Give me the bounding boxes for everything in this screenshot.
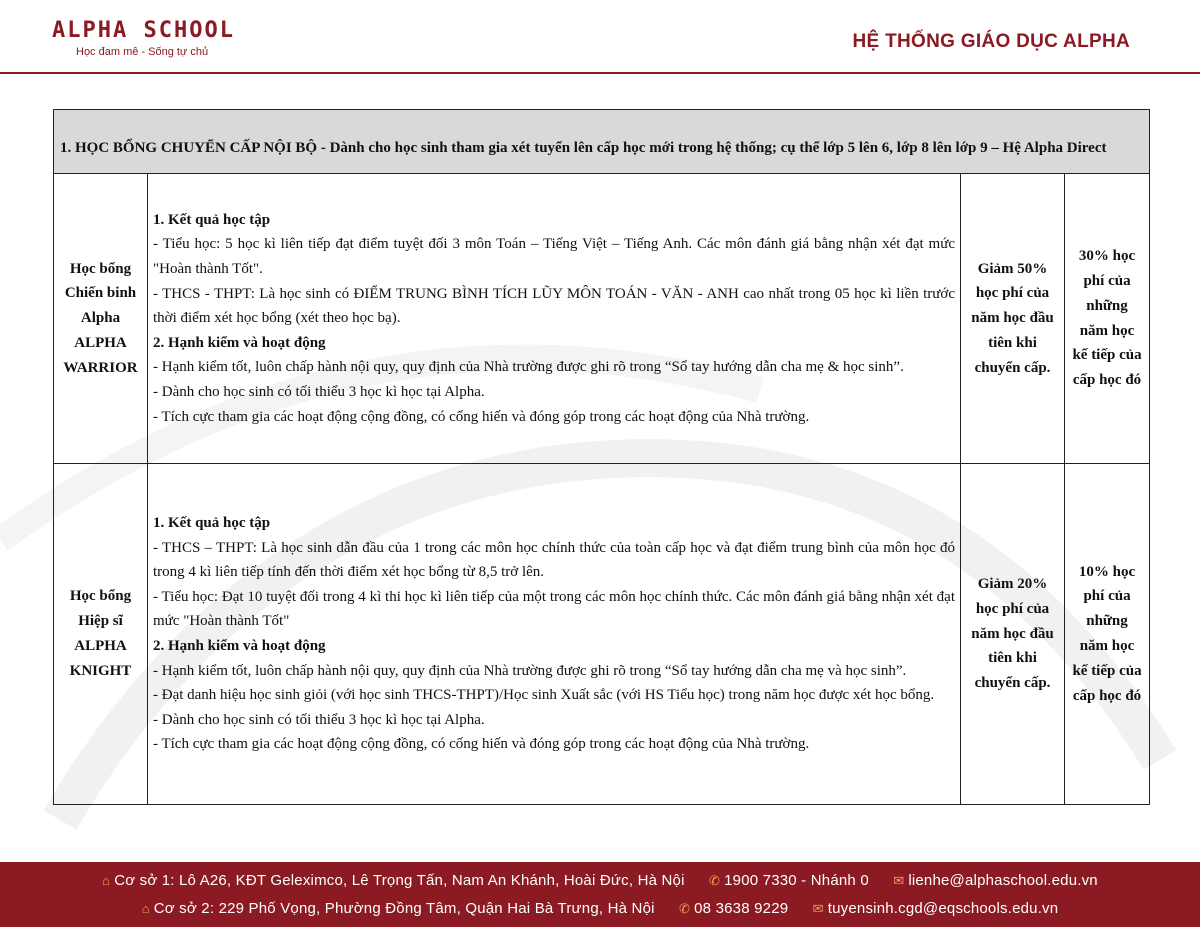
scholarship-name: Học bổng Chiến binh Alpha ALPHA WARRIOR bbox=[54, 174, 148, 464]
criteria-item: - Tích cực tham gia các hoạt động cộng đồng, có cống hiến và đóng góp trong các hoạt động của Nhà trường. bbox=[153, 408, 810, 425]
brand-name: ALPHA SCHOOL bbox=[52, 18, 235, 43]
email-1-link[interactable]: ✉ lienhe@alphaschool.edu.vn bbox=[893, 872, 1098, 889]
criteria-item: - Dành cho học sinh có tối thiểu 3 học kì học tại Alpha. bbox=[153, 711, 485, 728]
footer-row-2 bbox=[0, 900, 1200, 917]
page-header bbox=[0, 0, 1200, 76]
criteria-item: - Tiểu học: Đạt 10 tuyệt đối trong 4 kì thi học kì liên tiếp của một trong các môn học chính thức. Các môn đánh giá bằng nhận xét đạt mức "Hoàn thành Tốt" bbox=[153, 588, 955, 630]
page-footer bbox=[0, 862, 1200, 927]
criteria-item: - Tiểu học: 5 học kì liên tiếp đạt điểm tuyệt đối 3 môn Toán – Tiếng Việt – Tiếng Anh. Các môn đánh giá bằng nhận xét đạt mức "Hoàn thành Tốt". bbox=[153, 236, 955, 278]
home-icon: ⌂ bbox=[102, 873, 111, 888]
footer-row-1 bbox=[0, 872, 1200, 889]
email-2-link[interactable]: ✉ tuyensinh.cgd@eqschools.edu.vn bbox=[812, 900, 1059, 917]
campus-2-address: ⌂ Cơ sở 2: 229 Phố Vọng, Phường Đồng Tâm, Quận Hai Bà Trưng, Hà Nội bbox=[141, 900, 655, 917]
scholarship-criteria bbox=[148, 174, 961, 464]
criteria-heading: 1. Kết quả học tập bbox=[153, 211, 271, 228]
following-years-discount: 10% học phí của những năm học kế tiếp của cấp học đó bbox=[1065, 464, 1150, 805]
phone-1-link[interactable]: ✆ 1900 7330 - Nhánh 0 bbox=[709, 872, 869, 889]
phone-2-link[interactable]: ✆ 08 3638 9229 bbox=[679, 900, 789, 917]
scholarship-table bbox=[53, 109, 1150, 805]
scholarship-criteria bbox=[148, 464, 961, 805]
campus-1-address: ⌂ Cơ sở 1: Lô A26, KĐT Geleximco, Lê Trọng Tấn, Nam An Khánh, Hoài Đức, Hà Nội bbox=[102, 872, 685, 889]
table-header-row bbox=[54, 110, 1150, 174]
criteria-item: - Dành cho học sinh có tối thiểu 3 học kì học tại Alpha. bbox=[153, 383, 485, 400]
mail-icon: ✉ bbox=[812, 901, 824, 916]
header-divider bbox=[0, 72, 1200, 74]
criteria-heading: 2. Hạnh kiểm và hoạt động bbox=[153, 334, 326, 351]
first-year-discount: Giảm 50% học phí của năm học đầu tiên khi chuyển cấp. bbox=[961, 174, 1065, 464]
mail-icon: ✉ bbox=[893, 873, 905, 888]
criteria-item: - Hạnh kiểm tốt, luôn chấp hành nội quy, quy định của Nhà trường được ghi rõ trong “Sổ tay hướng dẫn cha mẹ và học sinh”. bbox=[153, 662, 907, 679]
section-header: 1. HỌC BỔNG CHUYỂN CẤP NỘI BỘ - Dành cho học sinh tham gia xét tuyển lên cấp học mới trong hệ thống; cụ thể lớp 5 lên 6, lớp 8 lên lớp 9 – Hệ Alpha Direct bbox=[54, 110, 1150, 174]
following-years-discount: 30% học phí của những năm học kế tiếp của cấp học đó bbox=[1065, 174, 1150, 464]
home-icon: ⌂ bbox=[141, 901, 150, 916]
criteria-heading: 2. Hạnh kiểm và hoạt động bbox=[153, 638, 326, 654]
phone-icon: ✆ bbox=[679, 901, 691, 916]
first-year-discount: Giảm 20% học phí của năm học đầu tiên khi chuyển cấp. bbox=[961, 464, 1065, 805]
system-title: HỆ THỐNG GIÁO DỤC ALPHA bbox=[852, 31, 1130, 52]
criteria-item: - Tích cực tham gia các hoạt động cộng đồng, có cống hiến và đóng góp trong các hoạt động của Nhà trường. bbox=[153, 736, 810, 753]
brand-logo[interactable] bbox=[52, 18, 235, 58]
criteria-item: - Hạnh kiểm tốt, luôn chấp hành nội quy, quy định của Nhà trường được ghi rõ trong “Sổ tay hướng dẫn cha mẹ & học sinh”. bbox=[153, 359, 904, 376]
brand-tagline: Học đam mê - Sống tự chủ bbox=[76, 46, 209, 58]
scholarship-name: Học bổng Hiệp sĩ ALPHA KNIGHT bbox=[54, 464, 148, 805]
table-row bbox=[54, 174, 1150, 464]
criteria-item: - THCS - THPT: Là học sinh có ĐIỂM TRUNG BÌNH TÍCH LŨY MÔN TOÁN - VĂN - ANH cao nhất trong 05 học kì liền trước thời điểm xét học bổng (xét theo học bạ). bbox=[153, 285, 955, 327]
criteria-item: - Đạt danh hiệu học sinh giỏi (với học sinh THCS-THPT)/Học sinh Xuất sắc (với HS Tiểu học) trong năm học được xét học bổng. bbox=[153, 687, 935, 704]
criteria-item: - THCS – THPT: Là học sinh dẫn đầu của 1 trong các môn học chính thức của toàn cấp học và đạt điểm trung bình của môn học đó trong 4 kì liên tiếp tính đến thời điểm xét học bổng từ 8,5 trở lên. bbox=[153, 539, 955, 581]
table-row bbox=[54, 464, 1150, 805]
criteria-heading: 1. Kết quả học tập bbox=[153, 515, 271, 532]
phone-icon: ✆ bbox=[709, 873, 721, 888]
